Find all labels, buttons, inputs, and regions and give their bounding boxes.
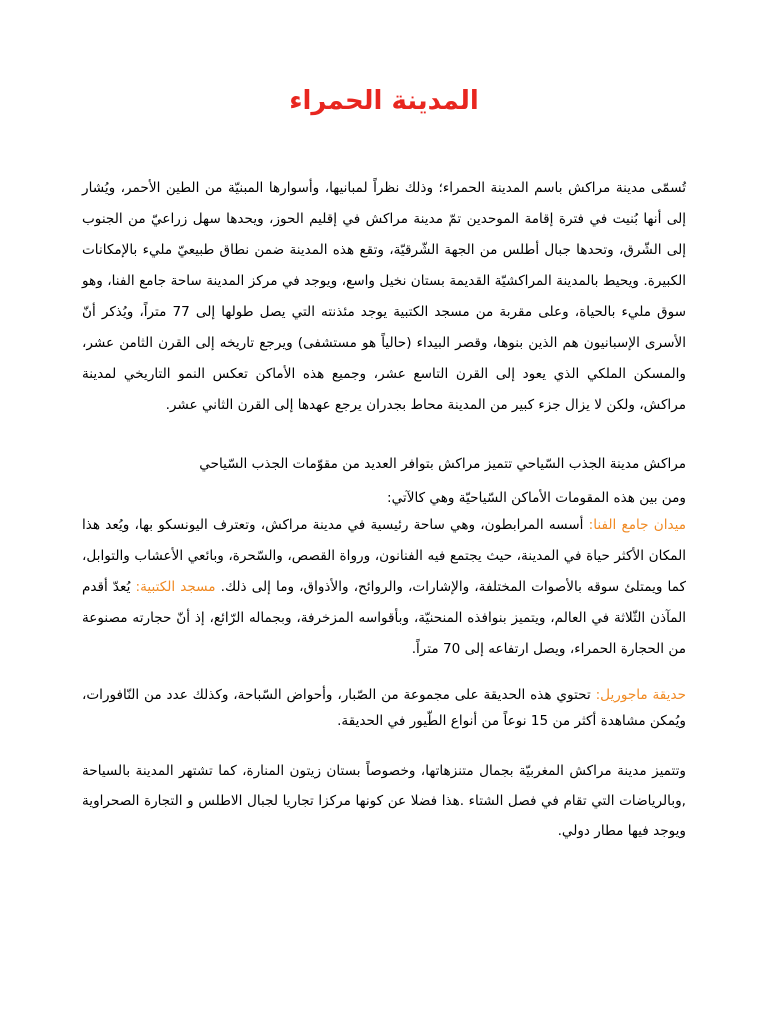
closing-paragraph: وتتميز مدينة مراكش المغربيّة بجمال متنزهاتها، وخصوصاً بستان زيتون المنارة، كما تشتهر المدينة بالسياحة ,وبالرياضات التي تقام في فصل الشتاء .هذا فضلا عن كونها مركزا تجاريا لجبال الاطلس و التجارة الصحراوية ويوجد فيها مطار دولي. [82,763,686,839]
page-title: المدينة الحمراء [289,86,479,116]
majorelle-text: تحتوي هذه الحديقة على مجموعة من الصّبار، وأحواض السّباحة، وكذلك عدد من النّافورات، ويُمكن مشاهدة أكثر من 15 نوعاً من أنواع الطّيور في الحديقة. [82,687,686,729]
kutubia-label: مسجد الكتبية: [135,579,216,595]
kutubia-text: يُعدّ أقدم المآذن الثّلاثة في العالم، ويتميز بنوافذه المنحنيّة، وبأقواسه المزخرفة، وبجماله الرّائع، إذ أنّ حجارته مصنوعة من الحجارة الحمراء، ويصل ارتفاعه إلى 70 متراً. [82,579,686,657]
majorelle-label: حديقة ماجوريل: [595,687,686,703]
jamaa-kutubia-paragraph [82,510,686,665]
attractions-intro: ومن بين هذه المقومات الأماكن السّياحيّة وهي كالآتي: [387,490,686,506]
tourism-paragraph: مراكش مدينة الجذب السّياحي تتميز مراكش بتوافر العديد من مقوّمات الجذب السّياحي [199,456,686,472]
majorelle-paragraph [82,682,686,734]
jamaa-el-fna-label: ميدان جامع الفنا: [588,517,686,533]
jamaa-el-fna-text: أسسه المرابطون، وهي ساحة رئيسية في مدينة مراكش، وتعترف اليونسكو بها، ويُعد هذا المكان الأكثر حياة في المدينة، حيث يجتمع فيه الفنانون، ورواة القصص، والسّحرة، وبائعي الأعشاب والتوابل، كما ويمتلئ سوقه بالأصوات المختلفة، والإشارات، والروائح، والأذواق، وما إلى ذلك. [82,517,686,595]
intro-paragraph: تُسمّى مدينة مراكش باسم المدينة الحمراء؛ وذلك نظراً لمبانيها، وأسوارها المبنيّة من الطين الأحمر، ويُشار إلى أنها بُنيت في فترة إقامة الموحدين تمّ مدينة مراكش في إقليم الحوز، ويحدها سهل زراعيّ من الجنوب إلى الشّرق، وتحدها جبال أطلس من الجهة الشّرقيّة، وتقع هذه المدينة ضمن نطاق طبيعيّ مليء بالإمكانات الكبيرة. ويحيط بالمدينة المراكشيّة القديمة بستان نخيل واسع، ويوجد في مركز المدينة ساحة جامع الفنا، وهو سوق مليء بالحياة، وعلى مقربة من مسجد الكتبية يوجد مئذنته التي يصل طولها إلى 77 متراً، ويُذكر أنّ الأسرى الإسبانيون هم الذين بنوها، وقصر البيداء (حالياً هو مستشفى) ويرجع تاريخه إلى القرن الثامن عشر، والمسكن الملكي الذي يعود إلى القرن التاسع عشر، وجميع هذه الأماكن تعكس النمو التاريخي لمدينة مراكش، ولكن لا يزال جزء كبير من المدينة محاط بجدران يرجع عهدها إلى القرن الثاني عشر. [82,180,687,413]
